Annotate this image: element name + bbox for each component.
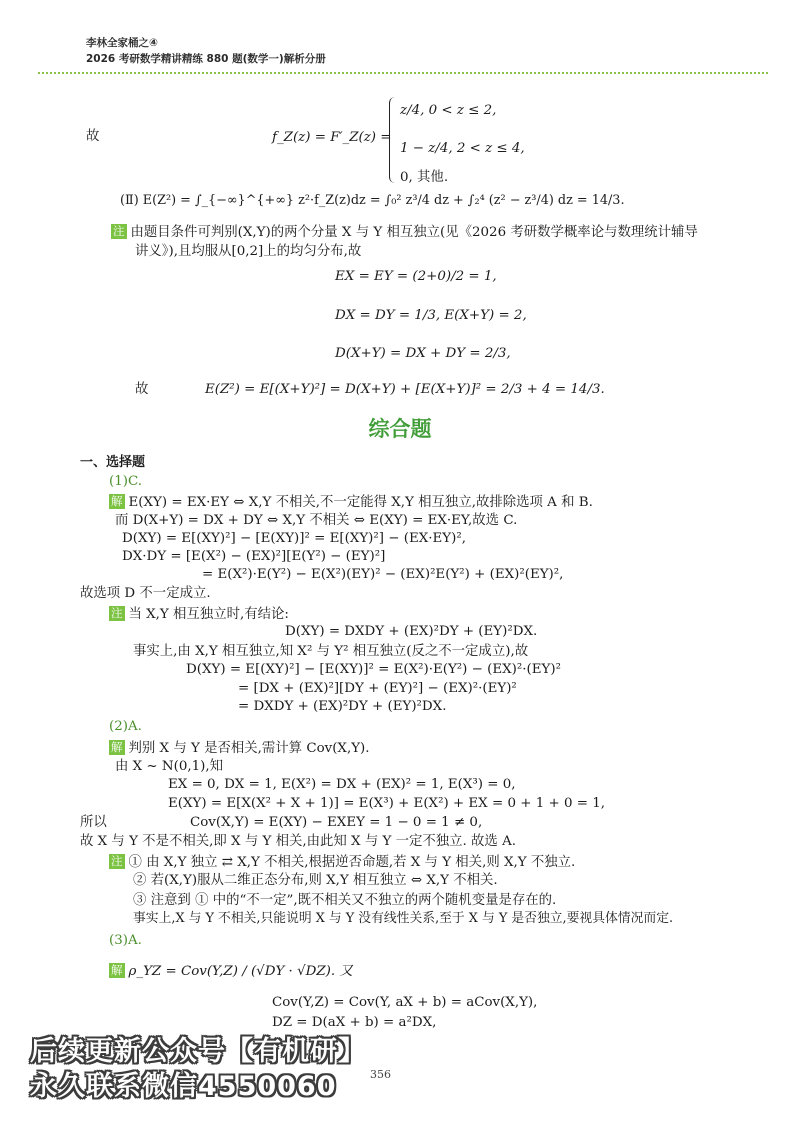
series-title: 李林全家桶之④ [86, 37, 158, 49]
section-title: 综合题 [368, 417, 432, 441]
q3-text-1: ρ_YZ = Cov(Y,Z) / (√DY · √DZ). 又 [128, 964, 353, 979]
q2-note-line-4: 事实上,X 与 Y 不相关,只能说明 X 与 Y 没有线性关系,至于 X 与 Y 是否独立,要视具体情况而定. [133, 911, 674, 926]
q2-answer-label: (2)A. [109, 719, 142, 734]
q1-note-text-1: 当 X,Y 相互独立时,有结论: [128, 607, 289, 622]
case-2: 1 − z/4, 2 < z ≤ 4, [400, 141, 525, 156]
solution-tag: 解 [111, 963, 123, 977]
q1-line-2: 而 D(X+Y) = DX + DY ⇔ X,Y 不相关 ⇔ E(XY) = EX·EY,故选 C. [115, 513, 518, 528]
q3-line-3: DZ = D(aX + b) = a²DX, [272, 1015, 437, 1030]
q1-note-line-1 [109, 606, 289, 621]
book-title: 2026 考研数学精讲精练 880 题(数学一)解析分册 [86, 53, 326, 65]
q2-text-1: 判别 X 与 Y 是否相关,需计算 Cov(X,Y). [128, 741, 370, 756]
q2-line-4: E(XY) = E[X(X² + X + 1)] = E(X³) + E(X²) + EX = 0 + 1 + 0 = 1, [168, 796, 605, 811]
q2-line-2: 由 X ~ N(0,1),知 [115, 759, 224, 774]
solution-tag: 解 [111, 740, 123, 754]
q1-note-line-5: = [DX + (EX)²][DY + (EY)²] − (EX)²·(EY)² [238, 681, 517, 696]
q1-line-1 [109, 494, 593, 509]
q1-answer-label: (1)C. [109, 474, 142, 489]
q2-note-text-1: ① 由 X,Y 独立 ⇄ X,Y 不相关,根据逆否命题,若 X 与 Y 相关,则 X,Y 不独立. [128, 855, 576, 870]
gu-label-1: 故 [86, 129, 100, 144]
q1-line-6: 故选项 D 不一定成立. [80, 586, 211, 601]
solution-tag: 解 [111, 494, 123, 508]
cases-brace [389, 97, 397, 183]
part-one-heading: 一、选择题 [80, 455, 146, 470]
equation-dxy: D(X+Y) = DX + DY = 2/3, [335, 346, 511, 361]
q2-line-5-label: 所以 [80, 815, 107, 830]
q2-note-line-1 [109, 854, 575, 869]
header-divider [38, 72, 768, 74]
q2-line-5: Cov(X,Y) = E(XY) − EXEY = 1 − 0 = 1 ≠ 0, [190, 815, 483, 830]
note-1-text: 由题目条件可判别(X,Y)的两个分量 X 与 Y 相互独立(见《2026 考研数学概率论与数理统计辅导 [130, 225, 698, 240]
q1-note-line-3: 事实上,由 X,Y 相互独立,知 X² 与 Y² 相互独立(反之不一定成立),故 [133, 644, 529, 659]
equation-dx: DX = DY = 1/3, E(X+Y) = 2, [335, 308, 527, 323]
note-tag: 注 [111, 854, 123, 868]
page-number: 356 [370, 1068, 391, 1081]
q1-note-line-6: = DXDY + (EX)²DY + (EY)²DX. [238, 699, 447, 714]
watermark-line-1: 后续更新公众号【有机研】 [30, 1036, 366, 1067]
q3-line-2: Cov(Y,Z) = Cov(Y, aX + b) = aCov(X,Y), [272, 995, 538, 1010]
equation-ex: EX = EY = (2+0)/2 = 1, [335, 269, 497, 284]
gu-label-2: 故 [135, 382, 149, 397]
note-tag: 注 [111, 606, 123, 620]
q1-note-line-4: D(XY) = E[(XY)²] − [E(XY)]² = E(X²)·E(Y²) − (EX)²·(EY)² [186, 662, 561, 677]
q1-text-1: E(XY) = EX·EY ⇔ X,Y 不相关,不一定能得 X,Y 相互独立,故排除选项 A 和 B. [128, 495, 593, 510]
q2-line-1 [109, 740, 370, 755]
watermark-line-2: 永久联系微信4550060 [30, 1071, 337, 1102]
q1-note-line-2: D(XY) = DXDY + (EX)²DY + (EY)²DX. [285, 624, 538, 639]
q3-answer-label: (3)A. [109, 933, 142, 948]
note-tag: 注 [113, 224, 125, 238]
q2-line-3: EX = 0, DX = 1, E(X²) = DX + (EX)² = 1, E(X³) = 0, [168, 777, 516, 792]
case-1: z/4, 0 < z ≤ 2, [400, 103, 497, 118]
q2-note-line-3: ③ 注意到 ① 中的“不一定”,既不相关又不独立的两个随机变量是存在的. [133, 893, 557, 908]
q1-line-4: DX·DY = [E(X²) − (EX)²][E(Y²) − (EY)²] [122, 549, 386, 564]
q2-note-line-2: ② 若(X,Y)服从二维正态分布,则 X,Y 相互独立 ⇔ X,Y 不相关. [133, 873, 498, 888]
q1-line-3: D(XY) = E[(XY)²] − [E(XY)]² = E[(XY)²] − (EX·EY)², [122, 531, 466, 546]
equation-ez2: E(Z²) = E[(X+Y)²] = D(X+Y) + [E(X+Y)]² = 2/3 + 4 = 14/3. [205, 382, 605, 397]
q2-line-6: 故 X 与 Y 不是不相关,即 X 与 Y 相关,由此知 X 与 Y 一定不独立. 故选 A. [80, 834, 516, 849]
q1-line-5: = E(X²)·E(Y²) − E(X²)(EY)² − (EX)²E(Y²) + (EX)²(EY)², [202, 567, 564, 582]
fz-definition: f_Z(z) = F′_Z(z) = [272, 130, 392, 145]
case-3: 0, 其他. [400, 170, 449, 185]
part-ii-equation: (Ⅱ) E(Z²) = ∫_{−∞}^{+∞} z²·f_Z(z)dz = ∫₀² z³/4 dz + ∫₂⁴ (z² − z³/4) dz = 14/3. [120, 193, 625, 208]
q3-line-1 [109, 963, 353, 978]
note-1-line-1 [111, 224, 698, 239]
note-1-line-2: 讲义》),且均服从[0,2]上的均匀分布,故 [135, 244, 362, 259]
